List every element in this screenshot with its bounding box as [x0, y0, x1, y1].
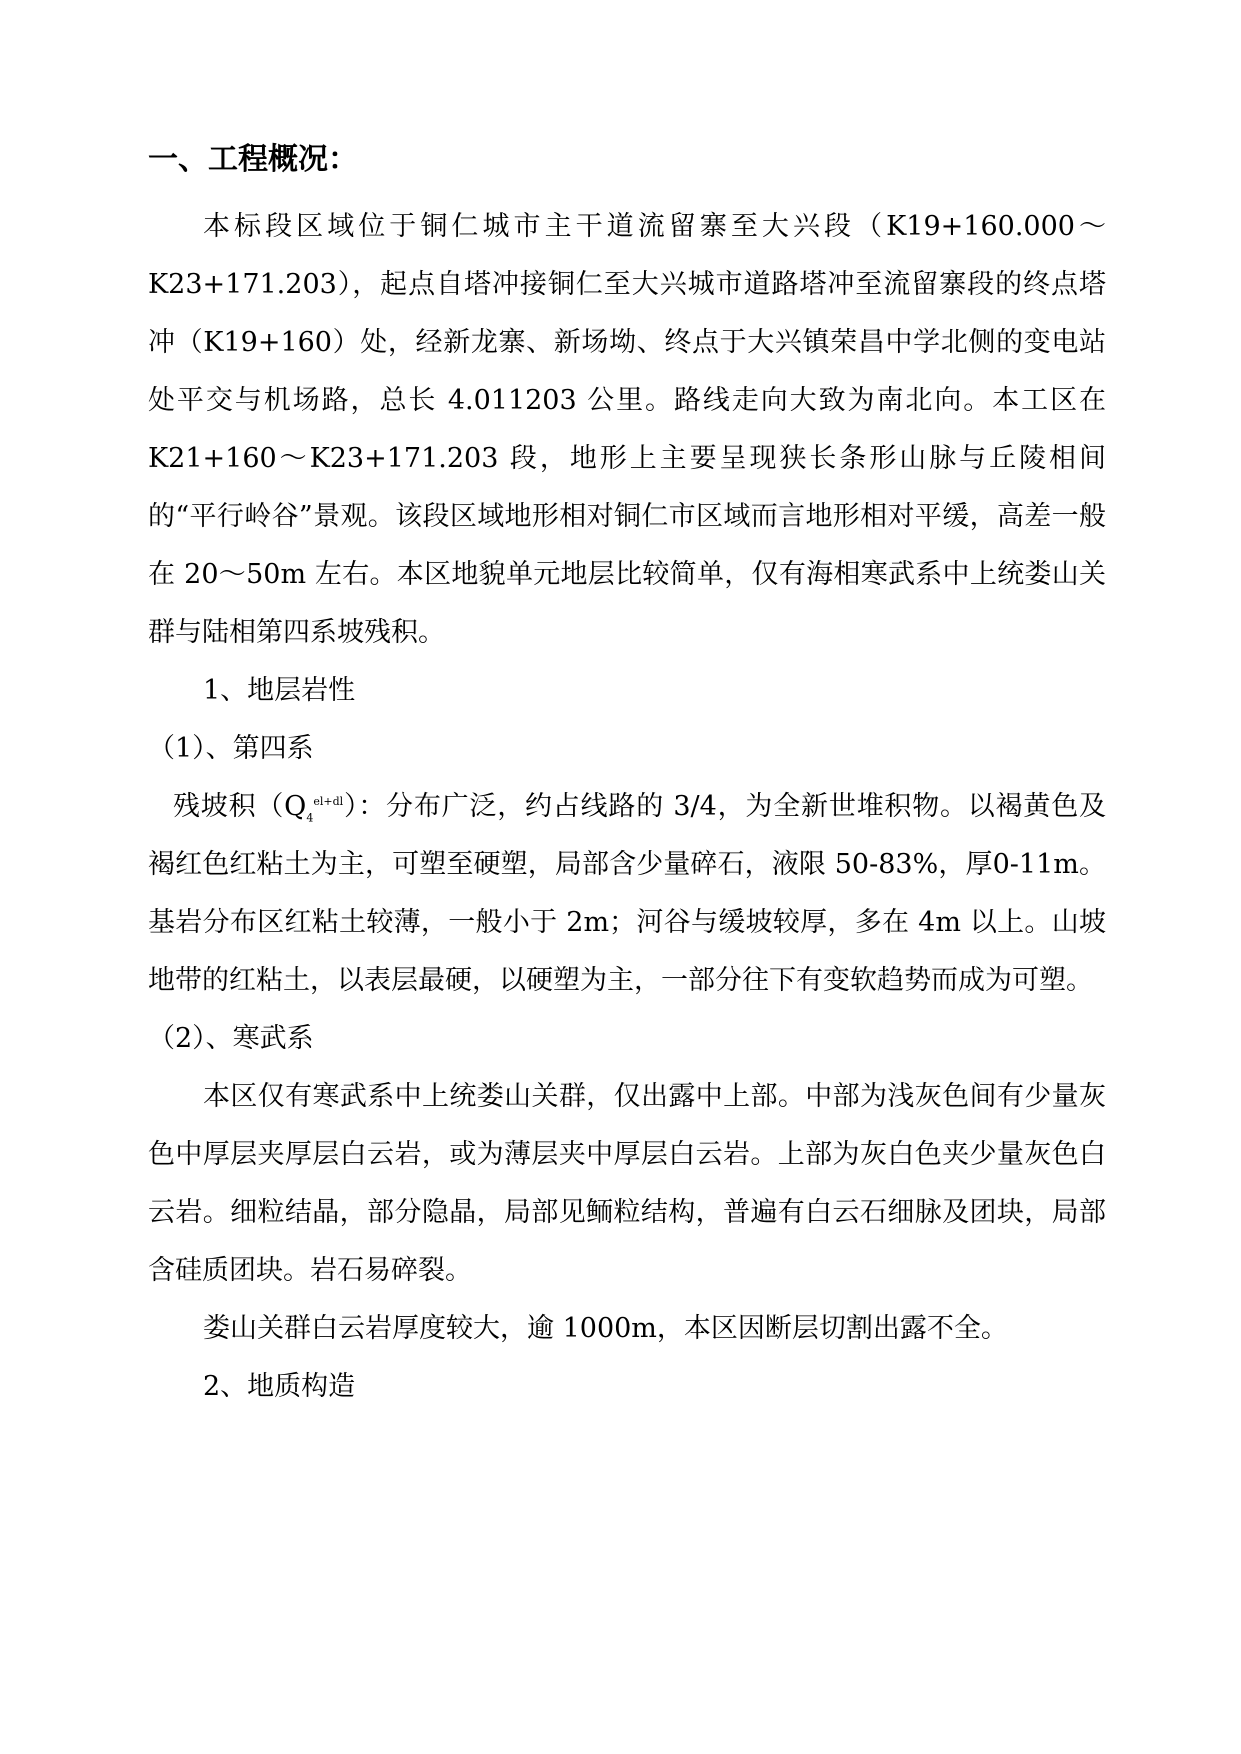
residual-rest: ）：分布广泛，约占线路的 3/4，为全新世堆积物。以褐黄色及褐红色红粘土为主，可塑至硬塑，局部含少量碎石，液限 50-83%，厚0-11m。基岩分布区红粘土较薄，一般小于 2m；河谷与缓坡较厚，多在 4m 以上。山坡地带的红粘土，以表层最硬，以硬塑为主，一部分往下有变软趋势而成为可塑。	[148, 791, 1106, 996]
residual-superscript: el+dl	[313, 795, 344, 808]
overview-paragraph: 本标段区域位于铜仁城市主干道流留寨至大兴段（K19+160.000～K23+171.203），起点自塔冲接铜仁至大兴城市道路塔冲至流留寨段的终点塔冲（K19+160）处，经新龙寨、新场坳、终点于大兴镇荣昌中学北侧的变电站处平交与机场路，总长 4.011203 公里。路线走向大致为南北向。本工区在K21+160～K23+171.203 段，地形上主要呈现狭长条形山脉与丘陵相间的“平行岭谷”景观。该段区域地形相对铜仁市区域而言地形相对平缓，高差一般在 20～50m 左右。本区地貌单元地层比较简单，仅有海相寒武系中上统娄山关群与陆相第四系坡残积。	[148, 211, 1106, 648]
subsection-title-cambrian: （2）、寒武系	[148, 1023, 314, 1054]
subsection-title-strata: 1、地层岩性	[203, 675, 356, 706]
residual-deposit-paragraph	[148, 778, 1106, 1010]
section-heading: 一、工程概况：	[148, 142, 358, 177]
residual-subscript: 4	[306, 811, 314, 825]
thickness-paragraph: 娄山关群白云岩厚度较大，逾 1000m，本区因断层切割出露不全。	[203, 1313, 1008, 1344]
cambrian-paragraph: 本区仅有寒武系中上统娄山关群，仅出露中上部。中部为浅灰色间有少量灰色中厚层夹厚层白云岩，或为薄层夹中厚层白云岩。上部为灰白色夹少量灰色白云岩。细粒结晶，部分隐晶，局部见鲕粒结构，普遍有白云石细脉及团块，局部含硅质团块。岩石易碎裂。	[148, 1081, 1106, 1286]
residual-lead: 残坡积（Q	[173, 791, 307, 822]
subsection-title-structure: 2、地质构造	[203, 1371, 356, 1402]
subsection-title-quaternary: （1）、第四系	[148, 733, 314, 764]
